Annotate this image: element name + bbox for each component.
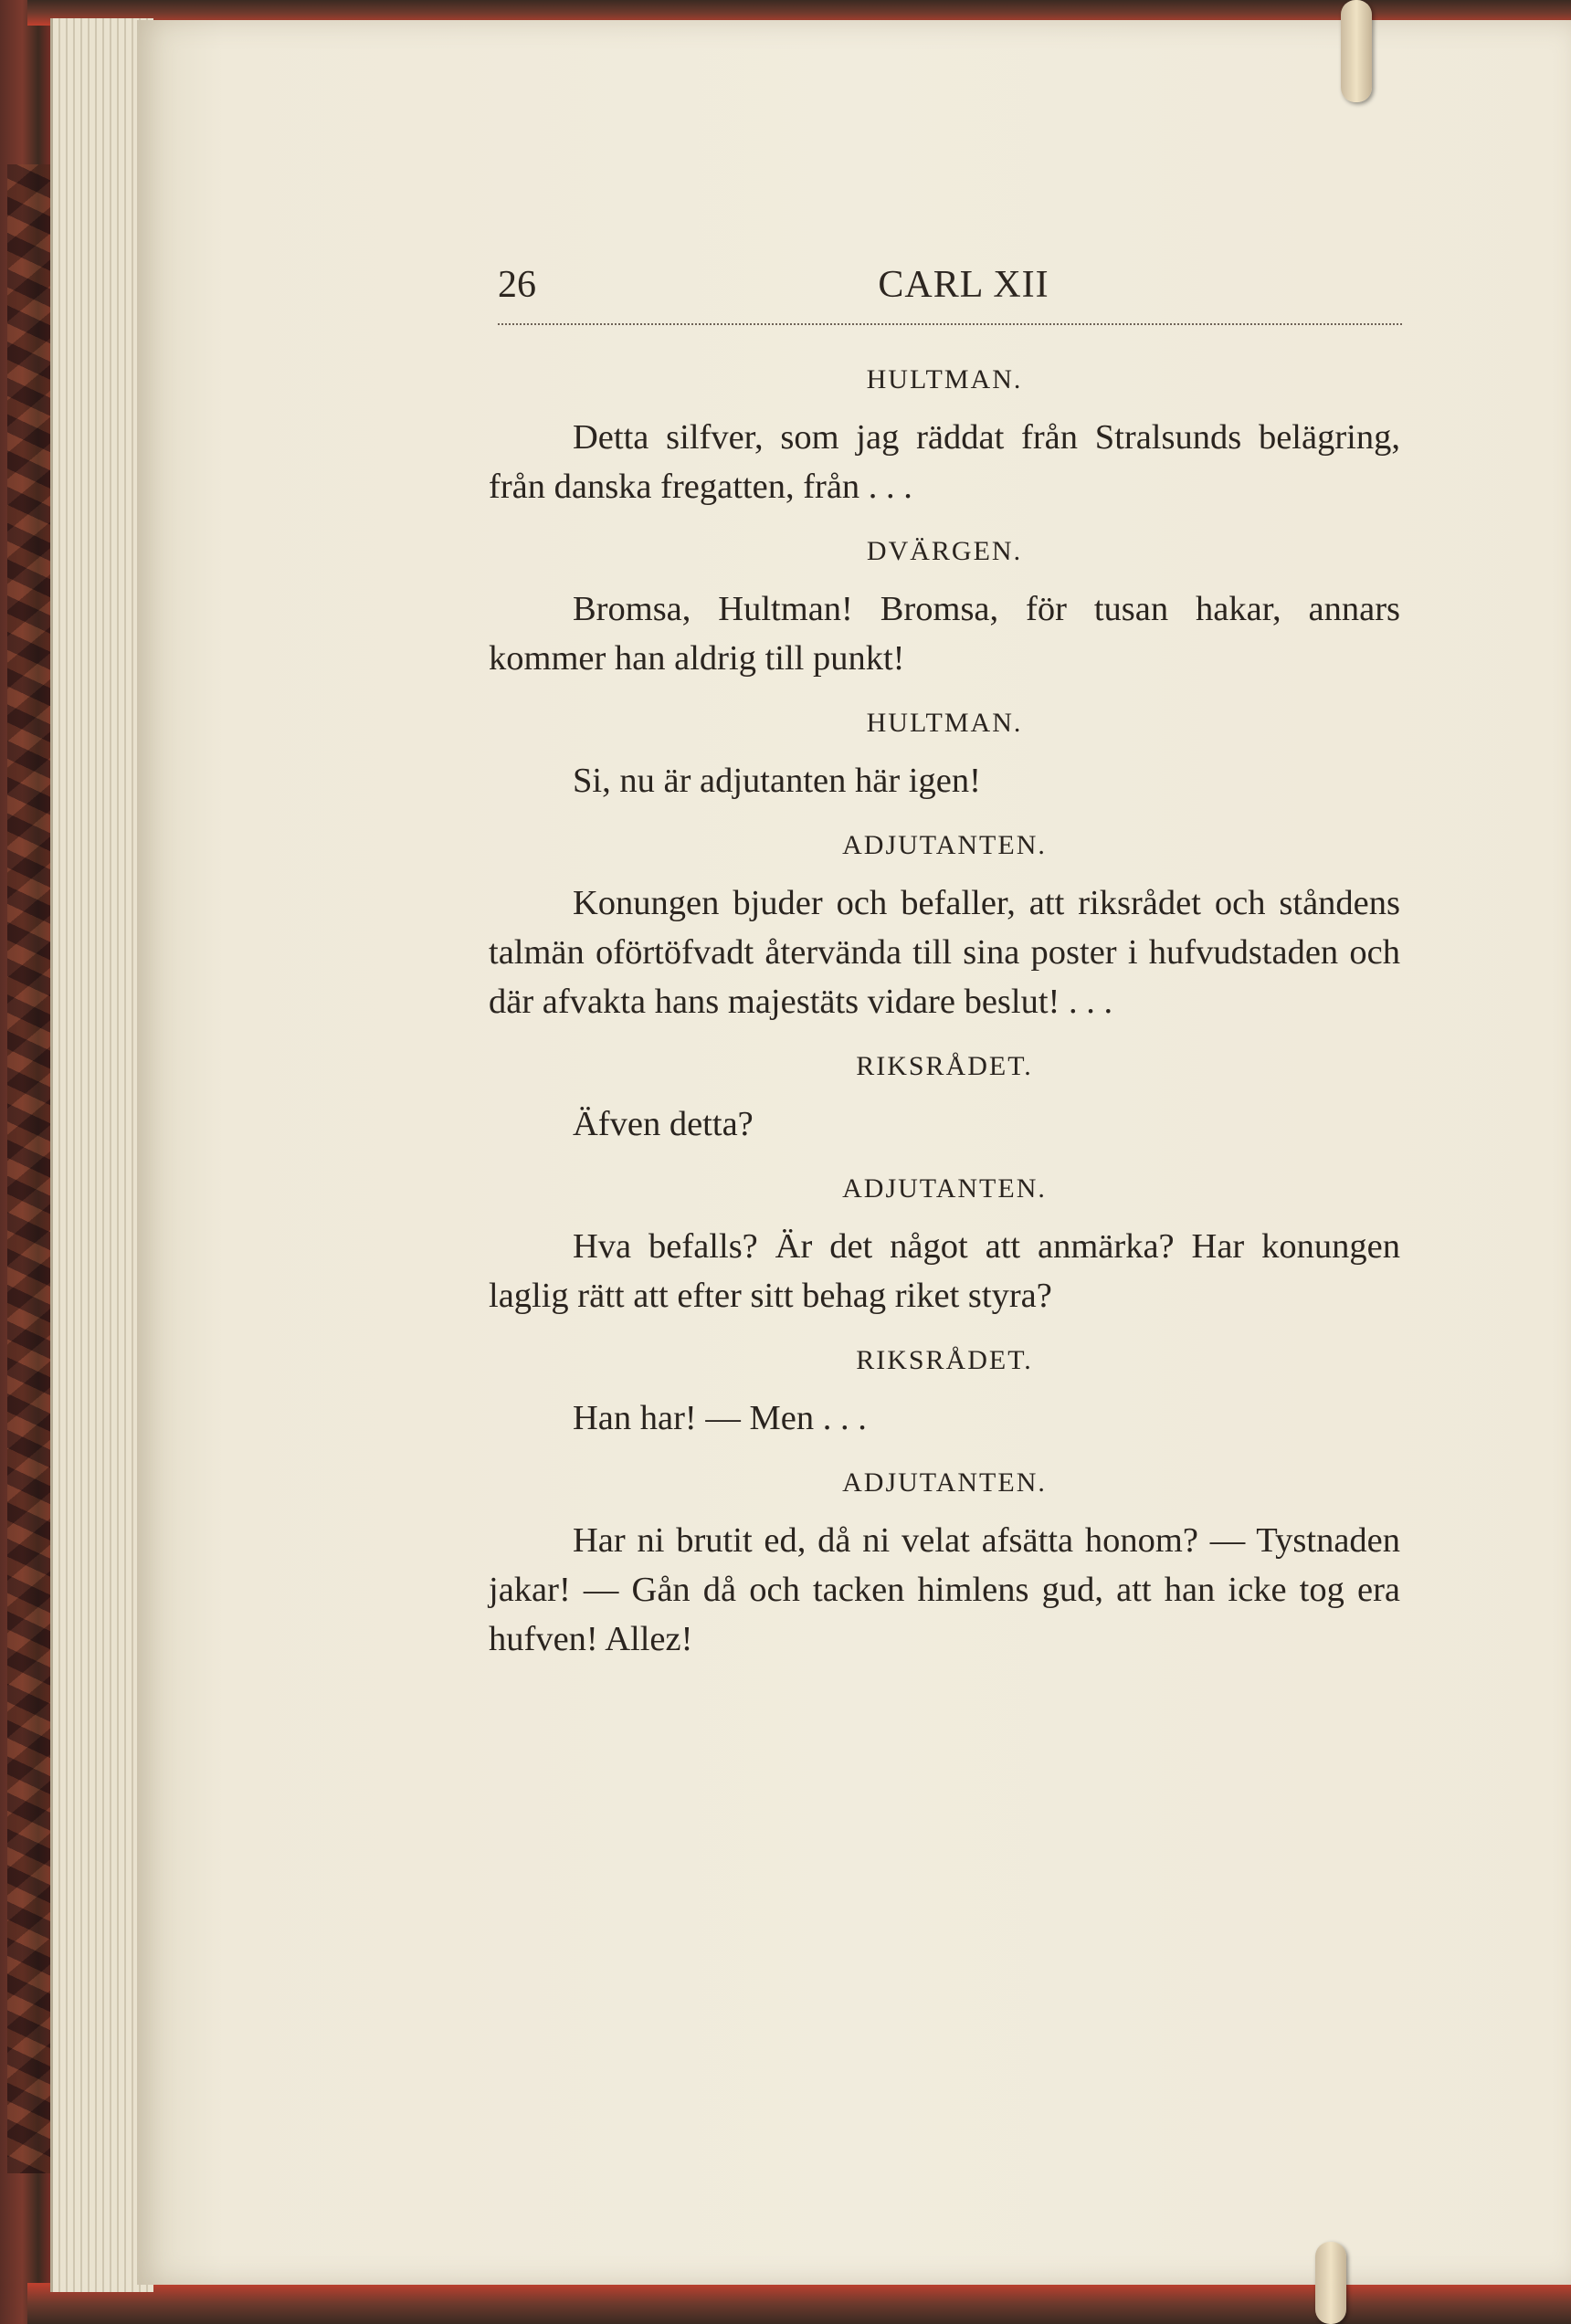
speaker-name: ADJUTANTEN. — [842, 830, 1047, 860]
speaker-name: RIKSRÅDET. — [856, 1051, 1033, 1081]
dialogue-body — [489, 356, 1400, 1680]
page-clip-bottom — [1315, 2242, 1346, 2324]
page-number: 26 — [498, 264, 536, 306]
speaker-name: RIKSRÅDET. — [856, 1345, 1033, 1375]
speech-text: Hva befalls? Är det något att anmärka? Har konungen laglig rätt att efter sitt behag riket styra? — [489, 1227, 1400, 1315]
speaker-name: HULTMAN. — [866, 364, 1023, 394]
speech-text: Bromsa, Hultman! Bromsa, för tusan hakar, annars kommer han aldrig till punkt! — [489, 590, 1400, 678]
speech-text: Har ni brutit ed, då ni velat afsätta honom? — Tystnaden jakar! — Gån då och tacken himlens gud, att han icke tog era hufven! Allez! — [489, 1521, 1400, 1658]
page-header — [498, 259, 1402, 325]
marbled-cover — [7, 164, 51, 2173]
page-clip-top — [1341, 0, 1372, 102]
speech-text: Si, nu är adjutanten här igen! — [573, 762, 981, 800]
speaker-name: HULTMAN. — [866, 708, 1023, 738]
speech-text: Konungen bjuder och befaller, att riksrådet och ståndens talmän oförtöfvadt återvända till sina poster i hufvudstaden och där afvakta hans majestäts vidare beslut! . . . — [489, 884, 1400, 1021]
speaker-name: DVÄRGEN. — [866, 536, 1023, 566]
speech-text: Detta silfver, som jag räddat från Stralsunds belägring, från danska fregatten, från . . . — [489, 418, 1400, 506]
running-title: CARL XII — [878, 264, 1049, 306]
speaker-name: ADJUTANTEN. — [842, 1467, 1047, 1498]
speech-text: Äfven detta? — [573, 1105, 754, 1143]
speaker-name: ADJUTANTEN. — [842, 1173, 1047, 1204]
speech-text: Han har! — Men . . . — [573, 1399, 867, 1437]
